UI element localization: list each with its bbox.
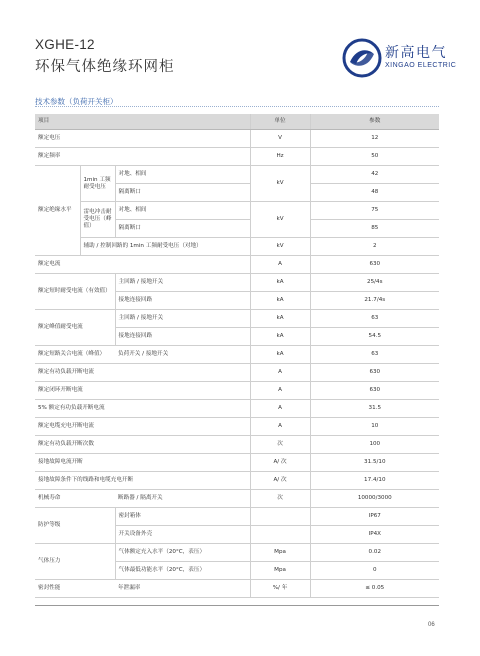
row-param: 42 (310, 166, 439, 184)
row-item: 额定闭环开断电流 (35, 382, 250, 400)
row-group-label: 额定短时耐受电流（有效值） (35, 274, 115, 310)
table-row (35, 130, 439, 148)
row-unit: Mpa (250, 562, 310, 580)
table-row (35, 472, 439, 490)
row-sub-item: 对地、相间 (115, 166, 250, 184)
footer-divider (35, 605, 439, 606)
row-unit: 次 (250, 490, 310, 508)
row-item: 密封性能 (35, 580, 115, 598)
row-param: 12 (310, 130, 439, 148)
table-row (35, 364, 439, 382)
row-unit: kA (250, 328, 310, 346)
row-param: 10000/3000 (310, 490, 439, 508)
row-param: 48 (310, 184, 439, 202)
header-item: 项目 (35, 114, 250, 130)
table-row (35, 580, 439, 598)
table-row (35, 346, 439, 364)
row-unit: kV (250, 202, 310, 238)
row-unit: kA (250, 346, 310, 364)
row-param: 630 (310, 256, 439, 274)
row-param: 75 (310, 202, 439, 220)
table-row (35, 454, 439, 472)
table-row (35, 256, 439, 274)
header-param: 参数 (310, 114, 439, 130)
table-row (35, 382, 439, 400)
row-sub-item: 接地连接回路 (115, 328, 250, 346)
row-unit: A/ 次 (250, 454, 310, 472)
row-sub-item: 气体最低功能水平（20°C，表压） (115, 562, 250, 580)
spec-table (35, 114, 439, 598)
row-item: 额定短路关合电流（峰值） (35, 346, 115, 364)
table-row (35, 490, 439, 508)
row-sub-item: 辅助 / 控制回路的 1min 工频耐受电压（对地） (80, 238, 250, 256)
company-logo (342, 38, 462, 78)
row-sub-item: 隔离断口 (115, 220, 250, 238)
row-item: 额定电流 (35, 256, 250, 274)
row-sub-item: 气体额定充入水平（20°C，表压） (115, 544, 250, 562)
row-unit: V (250, 130, 310, 148)
row-sub-item: 隔离断口 (115, 184, 250, 202)
row-param: 21.7/4s (310, 292, 439, 310)
logo-english-name: XINGAO ELECTRIC (385, 62, 457, 69)
row-sub-item: 负荷开关 / 接地开关 (115, 346, 250, 364)
row-sub-item: 主回路 / 接地开关 (115, 274, 250, 292)
row-param: 63 (310, 346, 439, 364)
row-item: 接地故障电流开断 (35, 454, 250, 472)
section-heading: 技术参数（负荷开关柜） (35, 97, 118, 106)
table-row (35, 238, 439, 256)
row-item: 机械寿命 (35, 490, 115, 508)
row-sub-label: 雷电冲击耐受电压（峰值） (80, 202, 115, 238)
row-unit: A (250, 400, 310, 418)
row-param: 31.5/10 (310, 454, 439, 472)
row-unit: kA (250, 292, 310, 310)
row-param: 63 (310, 310, 439, 328)
table-row (35, 148, 439, 166)
table-row (35, 166, 439, 184)
section-divider (35, 106, 439, 107)
logo-mark-icon (342, 38, 382, 78)
row-item: 额定频率 (35, 148, 250, 166)
row-param: 630 (310, 382, 439, 400)
row-sub-item: 年泄漏率 (115, 580, 250, 598)
row-group-label: 额定绝缘水平 (35, 166, 80, 256)
row-sub-item: 对地、相间 (115, 202, 250, 220)
row-unit: 次 (250, 436, 310, 454)
row-item: 接地故障条件下的线路和电缆充电开断 (35, 472, 250, 490)
row-param: IP4X (310, 526, 439, 544)
row-unit (250, 526, 310, 544)
table-row (35, 436, 439, 454)
row-param: 630 (310, 364, 439, 382)
table-row (35, 400, 439, 418)
product-title: 环保气体绝缘环网柜 (35, 59, 175, 75)
row-param: 25/4s (310, 274, 439, 292)
logo-chinese-name: 新高电气 (385, 45, 447, 61)
row-unit: kV (250, 238, 310, 256)
row-param: ≤ 0.05 (310, 580, 439, 598)
row-param: 0 (310, 562, 439, 580)
row-group-label: 气体压力 (35, 544, 115, 580)
row-unit: kA (250, 310, 310, 328)
product-model: XGHE-12 (35, 37, 95, 52)
row-param: IP67 (310, 508, 439, 526)
row-param: 85 (310, 220, 439, 238)
row-unit: %/ 年 (250, 580, 310, 598)
row-unit: kA (250, 274, 310, 292)
row-item: 5% 额定有功负载开断电流 (35, 400, 250, 418)
row-item: 额定有功负载开断电流 (35, 364, 250, 382)
row-param: 31.5 (310, 400, 439, 418)
row-param: 100 (310, 436, 439, 454)
row-param: 50 (310, 148, 439, 166)
row-param: 2 (310, 238, 439, 256)
row-unit: Hz (250, 148, 310, 166)
table-row (35, 202, 439, 220)
page-number: 06 (428, 622, 435, 628)
row-unit: A (250, 256, 310, 274)
row-item: 额定有功负载开断次数 (35, 436, 250, 454)
row-sub-item: 接地连接回路 (115, 292, 250, 310)
row-unit: A (250, 382, 310, 400)
row-sub-item: 密封箱体 (115, 508, 250, 526)
row-param: 0.02 (310, 544, 439, 562)
table-header-row (35, 114, 439, 130)
row-group-label: 额定峰值耐受电流 (35, 310, 115, 346)
row-unit: A (250, 364, 310, 382)
row-unit (250, 508, 310, 526)
row-group-label: 防护等级 (35, 508, 115, 544)
row-sub-item: 开关设备外壳 (115, 526, 250, 544)
row-unit: Mpa (250, 544, 310, 562)
table-row (35, 310, 439, 328)
row-unit: A (250, 418, 310, 436)
table-row (35, 418, 439, 436)
row-sub-item: 断路器 / 隔离开关 (115, 490, 250, 508)
row-param: 10 (310, 418, 439, 436)
header-unit: 单位 (250, 114, 310, 130)
row-unit: A/ 次 (250, 472, 310, 490)
row-param: 17.4/10 (310, 472, 439, 490)
table-row (35, 508, 439, 526)
row-sub-item: 主回路 / 接地开关 (115, 310, 250, 328)
row-sub-label: 1min 工频耐受电压 (80, 166, 115, 202)
table-row (35, 274, 439, 292)
row-unit: kV (250, 166, 310, 202)
row-item: 额定电缆充电开断电流 (35, 418, 250, 436)
table-row (35, 544, 439, 562)
row-item: 额定电压 (35, 130, 250, 148)
row-param: 54.5 (310, 328, 439, 346)
